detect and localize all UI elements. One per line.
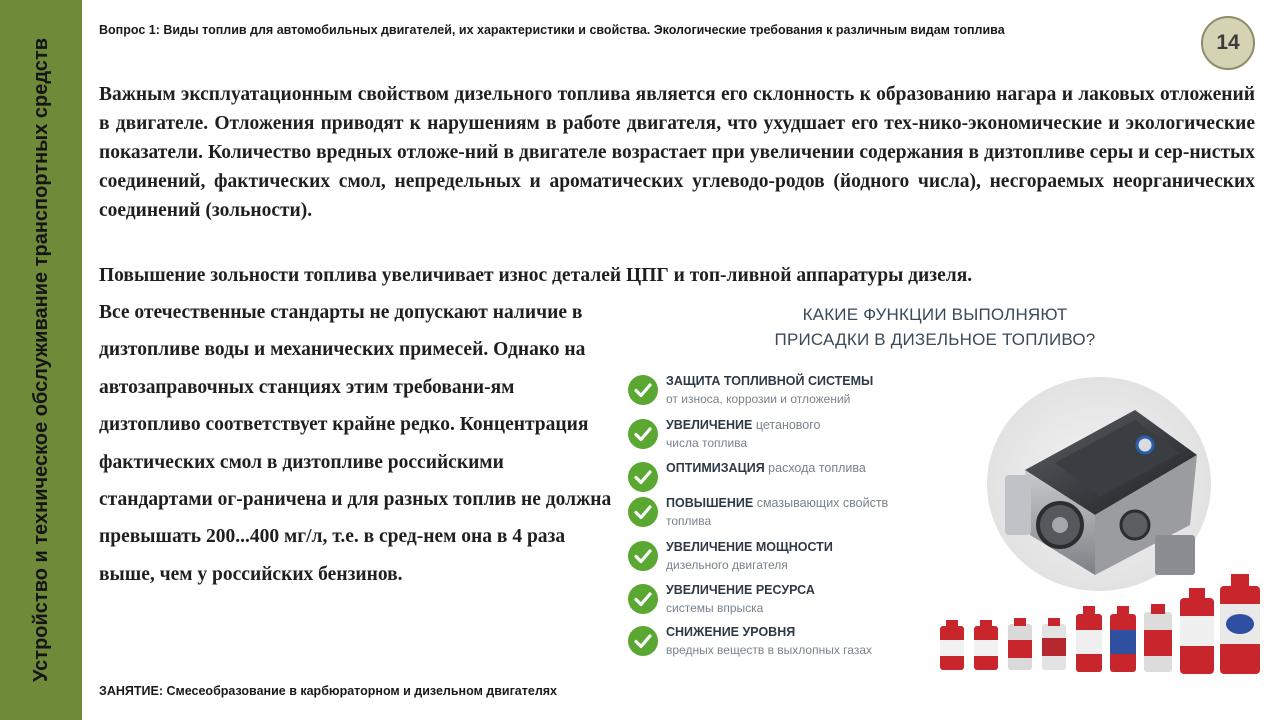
feature-heading: ПОВЫШЕНИЕ — [666, 496, 754, 510]
paragraph-standards: Все отечественные стандарты не допускают наличие в дизтопливе воды и механических примесей. Однако на автозаправочных станциях этим требовани-ям дизтопливо соответствует крайне редко. Концентрация фактических смол в дизтопливе российскими стандартами ог-раничена и для разных топлив не должна превышать 200...400 мг/л, т.е. в сред-нем она в 4 раза выше, чем у российских бензинов. — [99, 302, 612, 585]
checkmark-icon — [628, 419, 658, 449]
feature-item — [628, 494, 958, 534]
infographic-title-line1: КАКИЕ ФУНКЦИИ ВЫПОЛНЯЮТ — [802, 305, 1068, 324]
feature-heading: УВЕЛИЧЕНИЕ МОЩНОСТИ — [666, 540, 833, 554]
checkmark-icon — [628, 584, 658, 614]
checkmark-icon — [628, 626, 658, 656]
feature-item — [628, 623, 958, 663]
feature-item — [628, 372, 958, 412]
question-header: Вопрос 1: Виды топлив для автомобильных двигателей, их характеристики и свойства. Экологические требования к различным видам топлива — [99, 23, 1005, 37]
paragraph-deposits: Важным эксплуатационным свойством дизельного топлива является его склонность к образованию нагара и лаковых отложений в двигателе. Отложения приводят к нарушениям в работе двигателя, что ухудшает его тех-нико-экономические и экологические показатели. Количество вредных отложе-ний в двигателе возрастает при увеличении содержания в дизтопливе серы и сер-нистых соединений, фактических смол, непредельных и ароматических углеводо-родов (йодного числа), несгораемых неорганических соединений (зольности). — [99, 84, 1255, 221]
sidebar — [0, 0, 82, 720]
feature-description: числа топлива — [666, 436, 748, 450]
lesson-footer: ЗАНЯТИЕ: Смесеобразование в карбюраторном и дизельном двигателях — [99, 684, 558, 698]
feature-heading-detail: смазывающих свойств — [753, 496, 889, 510]
feature-heading: УВЕЛИЧЕНИЕ РЕСУРСА — [666, 583, 815, 597]
checkmark-icon — [628, 375, 658, 405]
feature-text — [666, 623, 966, 659]
feature-item — [628, 416, 958, 456]
feature-text — [666, 581, 966, 617]
feature-item — [628, 459, 958, 499]
feature-description: от износа, коррозии и отложений — [666, 392, 851, 406]
engine-image — [985, 375, 1213, 593]
feature-description: топлива — [666, 514, 712, 528]
feature-text — [666, 459, 966, 477]
page-number-badge: 14 — [1201, 16, 1255, 70]
infographic-title-line2: ПРИСАДКИ В ДИЗЕЛЬНОЕ ТОПЛИВО? — [774, 330, 1096, 349]
feature-description: вредных веществ в выхлопных газах — [666, 643, 873, 657]
feature-heading-detail: цетанового — [752, 418, 821, 432]
feature-heading: СНИЖЕНИЕ УРОВНЯ — [666, 625, 796, 639]
feature-description: системы впрыска — [666, 601, 764, 615]
feature-text — [666, 416, 966, 452]
feature-heading: УВЕЛИЧЕНИЕ — [666, 418, 753, 432]
checkmark-icon — [628, 462, 658, 492]
course-title: Устройство и техническое обслуживание транспортных средств — [30, 37, 52, 683]
feature-text — [666, 538, 966, 574]
feature-heading: ОПТИМИЗАЦИЯ — [666, 461, 765, 475]
checkmark-icon — [628, 497, 658, 527]
feature-text — [666, 494, 966, 530]
checkmark-icon — [628, 541, 658, 571]
paragraph-ash: Повышение зольности топлива увеличивает износ деталей ЦПГ и топ-ливной аппаратуры дизеля. — [99, 265, 973, 286]
feature-heading: ЗАЩИТА ТОПЛИВНОЙ СИСТЕМЫ — [666, 374, 874, 388]
feature-text — [666, 372, 966, 408]
feature-heading-detail: расхода топлива — [764, 461, 866, 475]
feature-item — [628, 581, 958, 621]
feature-description: дизельного двигателя — [666, 558, 788, 572]
infographic-title — [700, 302, 1170, 352]
additive-bottles-image — [938, 568, 1268, 688]
feature-item — [628, 538, 958, 578]
